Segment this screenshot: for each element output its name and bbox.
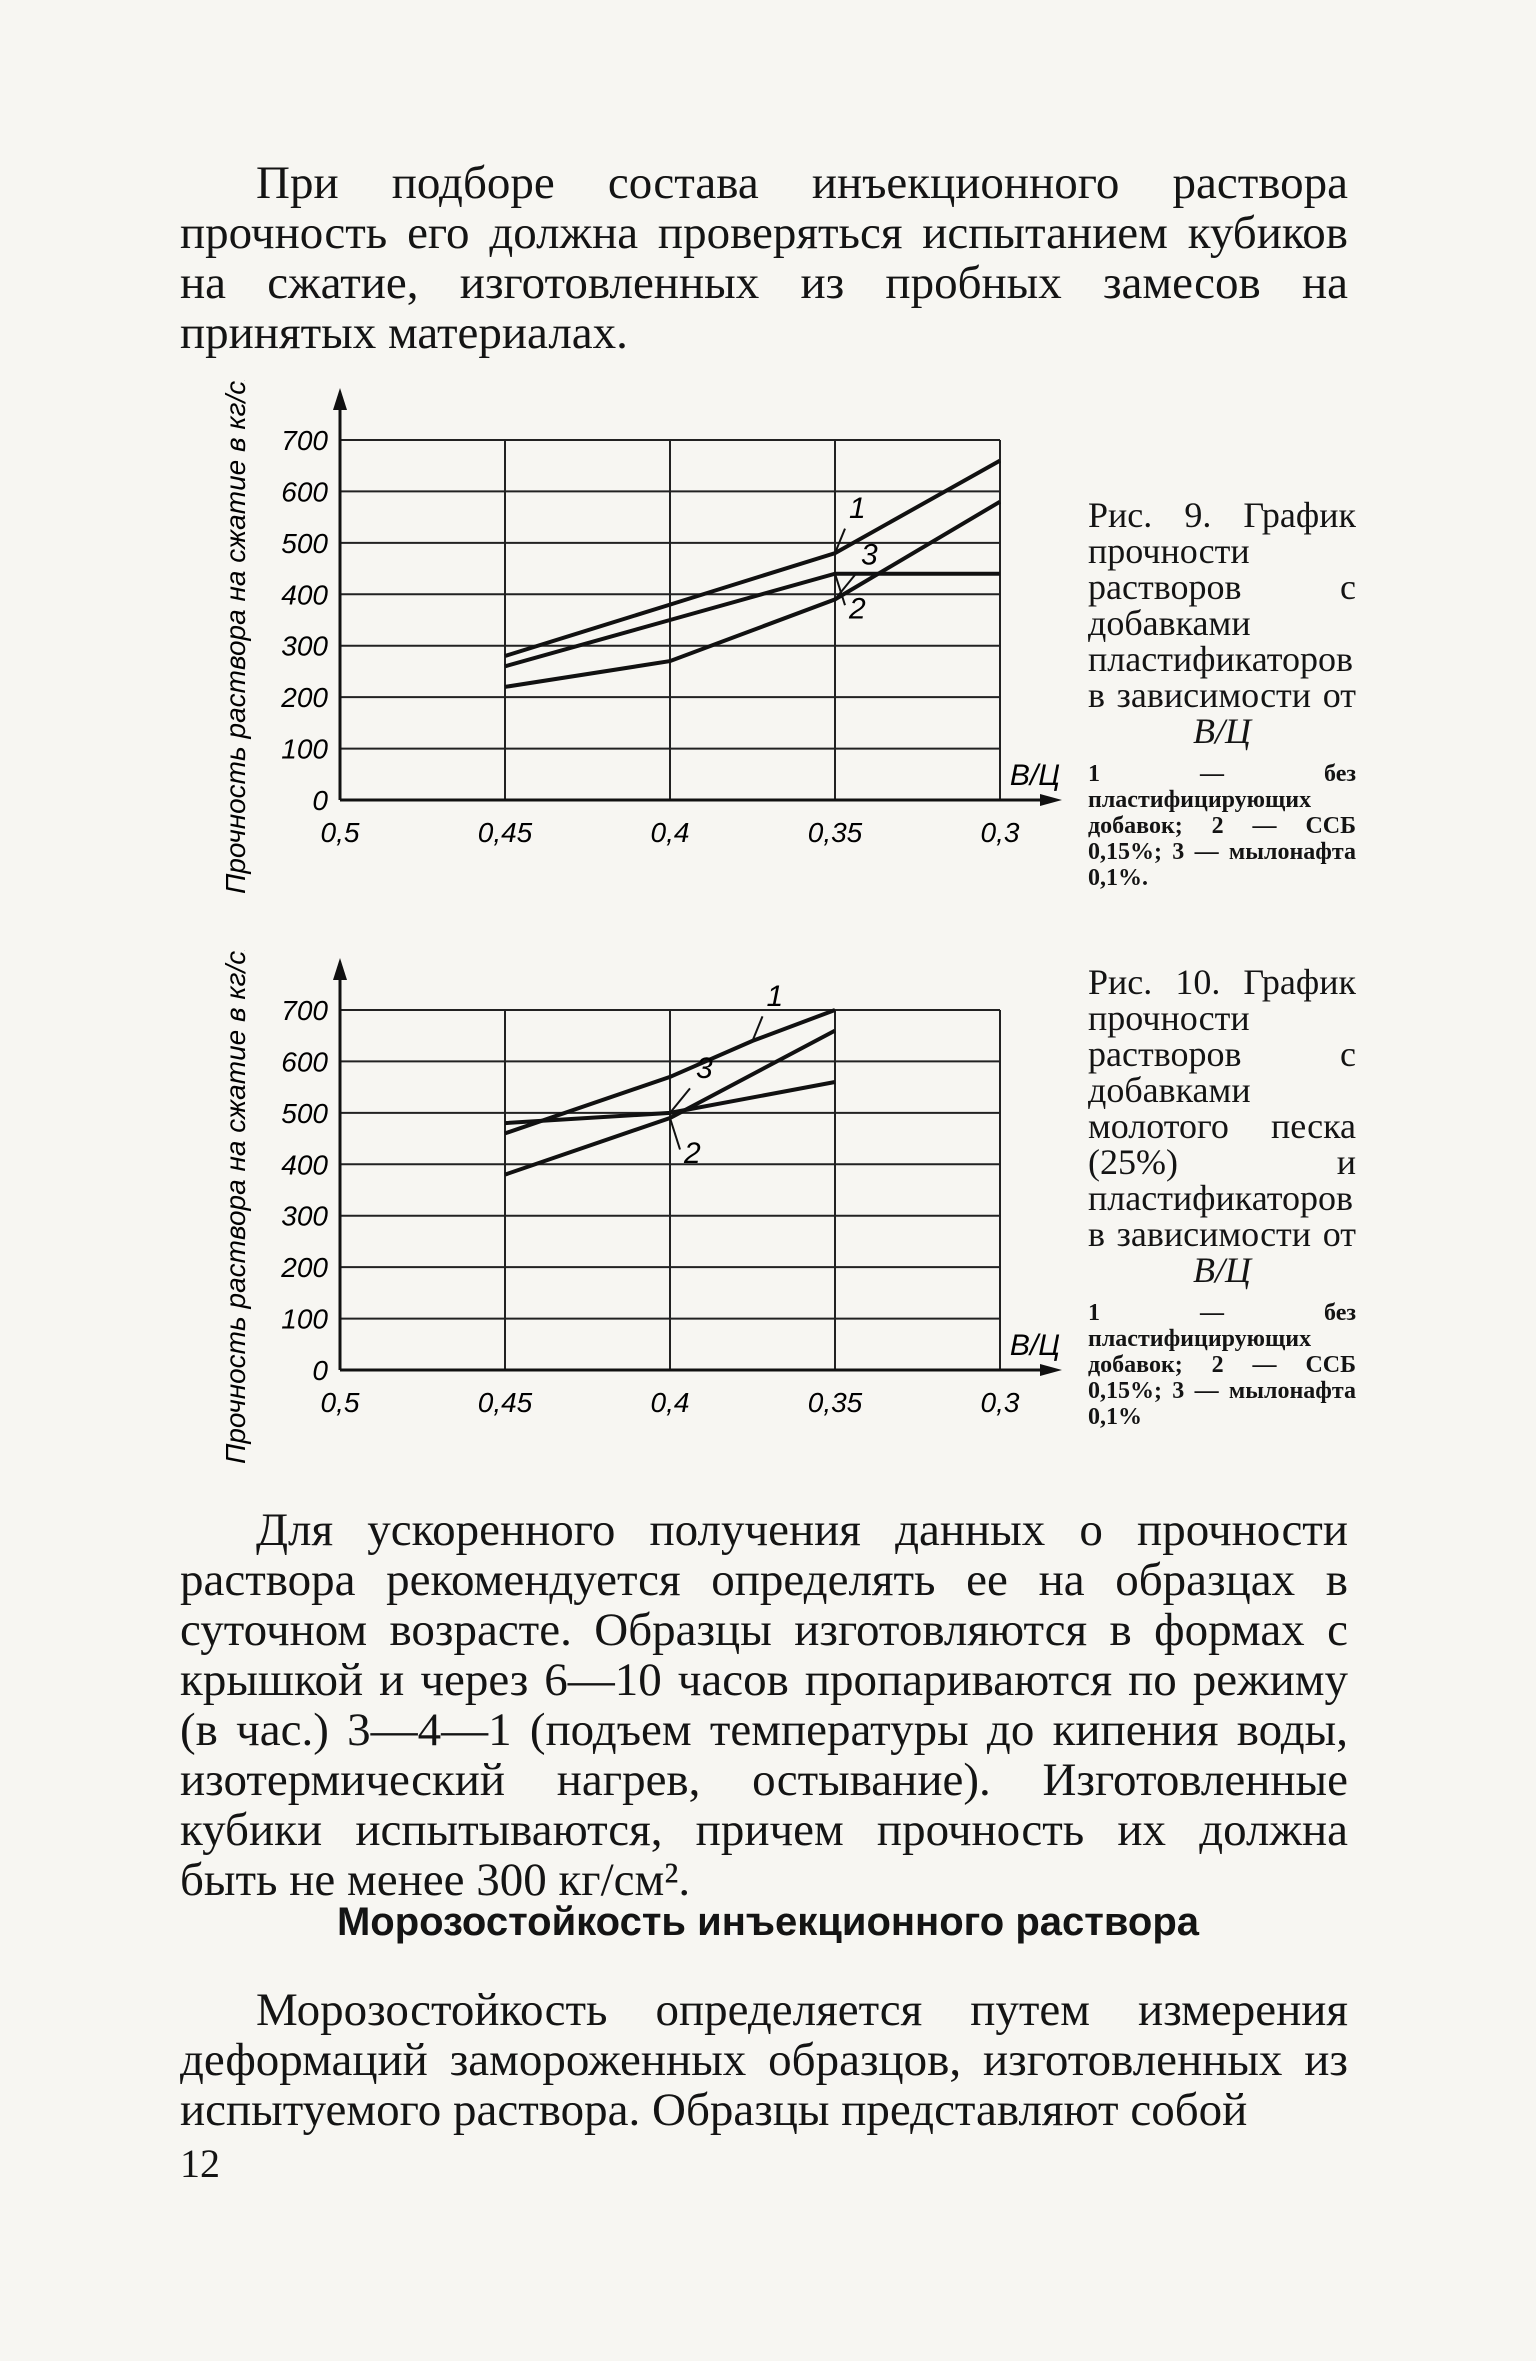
y-tick-label: 600 bbox=[281, 1046, 328, 1078]
series-label-3: 3 bbox=[696, 1051, 713, 1085]
figure-10-caption-ratio: В/Ц bbox=[1193, 1250, 1251, 1290]
x-axis-arrow bbox=[1040, 794, 1062, 806]
chart-plot-group bbox=[220, 950, 1062, 1464]
series-line-2 bbox=[505, 574, 1000, 667]
y-tick-label: 700 bbox=[281, 425, 328, 456]
page-number: 12 bbox=[180, 2141, 220, 2186]
series-label-1: 1 bbox=[849, 492, 866, 526]
series-label-1: 1 bbox=[766, 979, 784, 1013]
chart-plot-group bbox=[220, 380, 1062, 894]
frost-paragraph: Морозостойкость определяется путем измерения деформаций замороженных образцов, изготовленных из испытуемого раствора. Образцы представляют собой bbox=[180, 1984, 1348, 2136]
y-axis-arrow bbox=[333, 388, 347, 410]
x-tick-label: 0,5 bbox=[320, 817, 360, 848]
x-tick-label: 0,4 bbox=[650, 817, 690, 848]
x-tick-label: 0,5 bbox=[320, 1387, 360, 1418]
x-tick-label: 0,45 bbox=[477, 817, 533, 848]
y-tick-label: 200 bbox=[281, 682, 328, 714]
y-tick-label: 500 bbox=[281, 527, 328, 559]
y-tick-label: 300 bbox=[281, 630, 328, 662]
series-line-1 bbox=[505, 461, 1000, 656]
series-pointer-2 bbox=[670, 1118, 680, 1150]
figure-10-caption bbox=[1088, 964, 1356, 1430]
rapid-test-paragraph: Для ускоренного получения данных о прочности раствора рекомендуется определять ее на образцах в суточном возрасте. Образцы изготовляются в формах с крышкой и через 6—10 часов пропариваются по режиму (в час.) 3—4—1 (подъем температуры до кипения воды, изотермический нагрев, остывание). Изготовленные кубики испытываются, причем прочность их должна быть не менее 300 кг/см². bbox=[180, 1504, 1348, 1906]
figure-9-caption-text: Рис. 9. График прочности растворов с добавками пластификаторов в зависимости от bbox=[1088, 495, 1356, 715]
figure-10-legend: 1 — без пластифицирующих добавок; 2 — ССБ 0,15%; 3 — мылонафта 0,1% bbox=[1088, 1300, 1356, 1430]
chart-fig10 bbox=[190, 950, 1080, 1480]
y-tick-label: 200 bbox=[281, 1252, 328, 1284]
x-tick-label: 0,45 bbox=[477, 1387, 533, 1418]
figure-9-legend: 1 — без пластифицирующих добавок; 2 — ССБ 0,15%; 3 — мылонафта 0,1%. bbox=[1088, 761, 1356, 891]
figure-10-caption-text: Рис. 10. График прочности растворов с добавками молотого песка (25%) и пластификаторов в зависимости от bbox=[1088, 962, 1356, 1254]
x-tick-label: 0,3 bbox=[980, 1387, 1020, 1418]
figure-9-caption-ratio: В/Ц bbox=[1193, 711, 1251, 751]
x-axis-arrow bbox=[1040, 1364, 1062, 1376]
y-tick-label: 0 bbox=[312, 1355, 328, 1386]
x-tick-label: 0,35 bbox=[807, 1387, 863, 1418]
section-heading: Морозостойкость инъекционного раствора bbox=[336, 1900, 1200, 1944]
y-tick-label: 600 bbox=[281, 476, 328, 508]
figure-9-caption bbox=[1088, 497, 1356, 891]
y-tick-label: 400 bbox=[281, 1149, 328, 1181]
y-tick-label: 300 bbox=[281, 1200, 328, 1232]
x-axis-label: В/Ц bbox=[1009, 1329, 1061, 1362]
y-axis-label: Прочность раствора на сжатие в кг/см2 bbox=[220, 950, 251, 1464]
y-tick-label: 500 bbox=[281, 1097, 328, 1129]
y-tick-label: 100 bbox=[281, 1303, 328, 1335]
figure-9 bbox=[190, 380, 1080, 915]
intro-paragraph: При подборе состава инъекционного раствора прочность его должна проверяться испытанием кубиков на сжатие, изготовленных из пробных замесов на принятых материалах. bbox=[180, 157, 1348, 359]
y-tick-label: 0 bbox=[312, 785, 328, 816]
series-label-2: 2 bbox=[849, 592, 866, 626]
figure-10 bbox=[190, 950, 1080, 1485]
series-label-2: 2 bbox=[684, 1137, 701, 1170]
chart-fig9 bbox=[190, 380, 1080, 910]
x-tick-label: 0,3 bbox=[980, 817, 1020, 848]
y-tick-label: 400 bbox=[281, 579, 328, 611]
y-axis-arrow bbox=[333, 958, 347, 980]
series-label-3: 3 bbox=[861, 538, 878, 572]
y-tick-label: 100 bbox=[281, 733, 328, 765]
x-axis-label: В/Ц bbox=[1009, 759, 1061, 792]
x-tick-label: 0,4 bbox=[650, 1387, 690, 1418]
y-tick-label: 700 bbox=[281, 995, 328, 1026]
x-tick-label: 0,35 bbox=[807, 817, 863, 848]
y-axis-label: Прочность раствора на сжатие в кг/см2 bbox=[220, 380, 251, 894]
